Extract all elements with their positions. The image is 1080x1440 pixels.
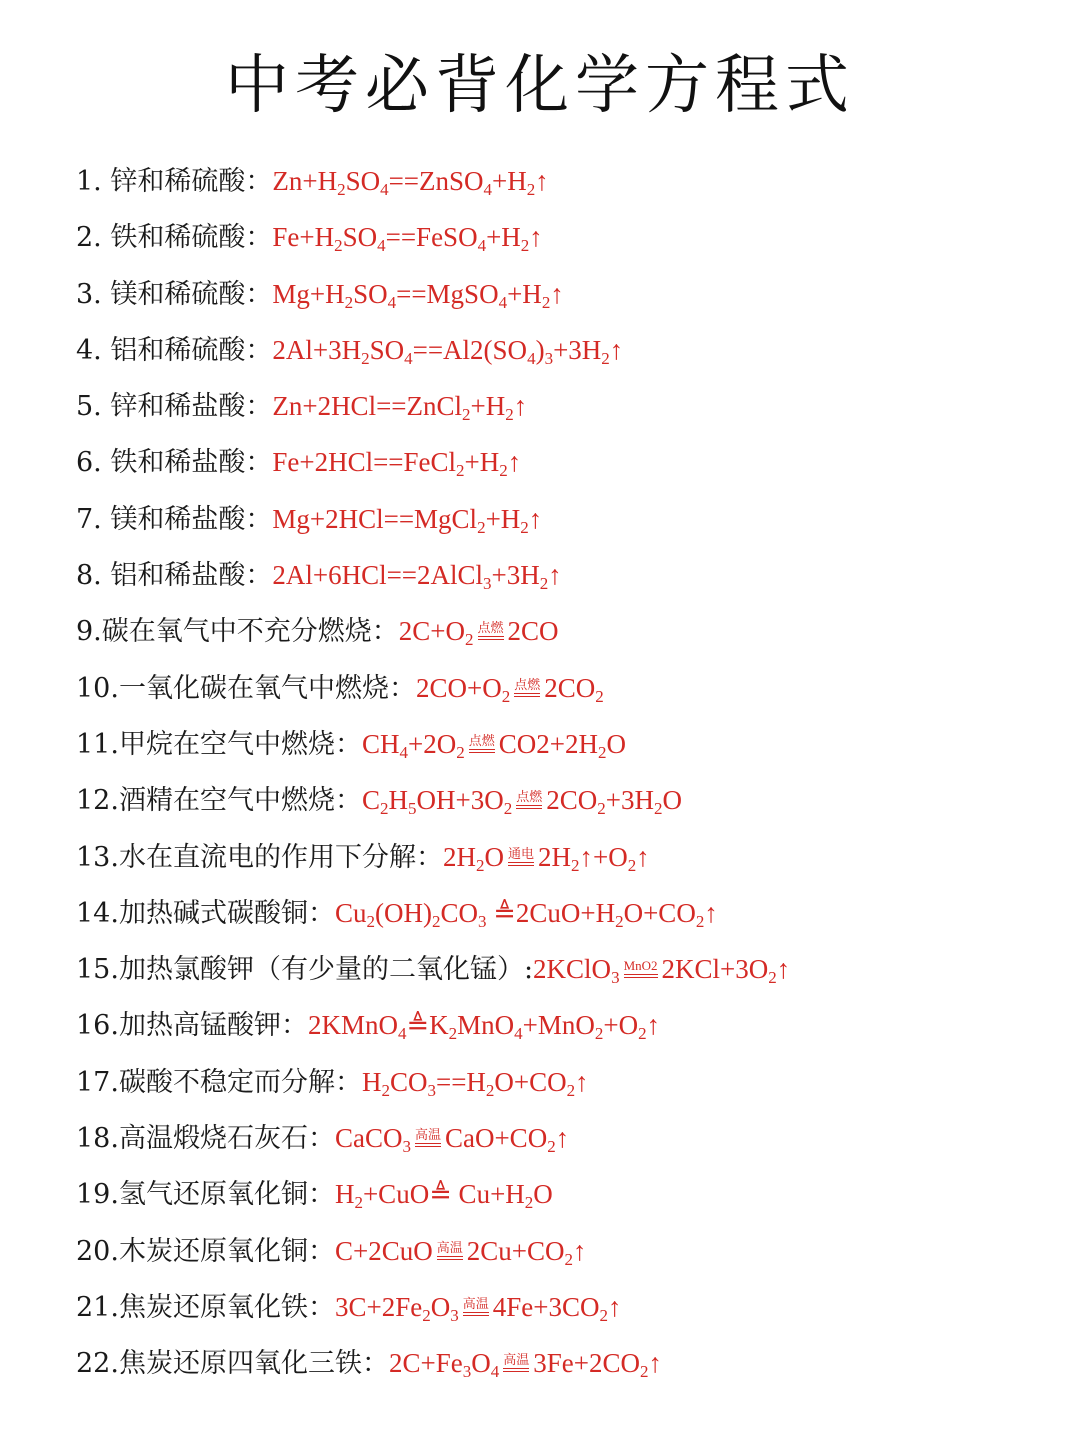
subscript: 2 <box>501 686 511 706</box>
equation-text: CaO+CO <box>444 1123 548 1154</box>
equation-text: H <box>388 785 408 816</box>
equation-text: ↑ <box>609 334 624 365</box>
equation-text: ==Al2(SO <box>412 334 528 365</box>
subscript: 2 <box>524 1193 534 1213</box>
subscript: 4 <box>483 180 493 199</box>
chemical-equation <box>272 391 528 425</box>
subscript: 2 <box>431 911 441 931</box>
equals-sign <box>478 636 504 640</box>
equation-text: ↑ <box>550 278 564 309</box>
chemical-equation <box>388 1348 662 1382</box>
equation-text: 2CO <box>544 672 596 703</box>
equation-text: ↑ <box>607 1291 622 1322</box>
equation-text: O <box>430 1291 451 1322</box>
subscript: 4 <box>514 1024 523 1044</box>
subscript: 4 <box>397 1024 407 1044</box>
equation-text: ↑ <box>535 166 549 196</box>
equation-text: ↑ <box>528 503 543 534</box>
item-label: 12.酒精在空气中燃烧： <box>76 785 362 817</box>
equation-text: Fe+H <box>272 222 335 253</box>
equals-sign <box>415 1143 441 1147</box>
list-item <box>76 1226 1056 1282</box>
chemical-equation <box>442 841 650 875</box>
equation-text: +MnO <box>522 1010 595 1041</box>
condition-label: 点燃 <box>477 620 504 636</box>
reaction-condition <box>476 621 506 640</box>
equation-text: 2CO <box>546 785 598 816</box>
reaction-condition <box>435 1241 465 1260</box>
chemical-equation <box>272 560 562 594</box>
chemical-equation <box>398 616 559 650</box>
equation-text: O+CO <box>494 1066 567 1097</box>
subscript: 2 <box>601 348 610 368</box>
subscript: 2 <box>520 236 530 256</box>
list-item <box>76 1057 1056 1113</box>
subscript: 2 <box>337 180 346 199</box>
equation-text: ==ZnSO <box>388 166 484 196</box>
equation-text: 2H <box>537 841 571 872</box>
list-item <box>76 381 1056 437</box>
list-item <box>76 888 1056 944</box>
equation-text: H <box>334 1179 355 1210</box>
equals-sign <box>624 974 658 978</box>
equation-text: SO <box>353 278 388 309</box>
condition-label: 高温 <box>503 1352 530 1368</box>
equation-text: +H <box>486 222 521 253</box>
reaction-condition <box>512 678 542 697</box>
chemical-equation <box>415 672 604 706</box>
subscript: 2 <box>499 461 508 481</box>
equation-text: ↑ <box>513 391 528 422</box>
item-label: 19.氢气还原氧化铜： <box>76 1179 335 1211</box>
equation-text: O+CO <box>623 897 696 928</box>
item-label: 14.加热碱式碳酸铜： <box>76 897 335 929</box>
subscript: 2 <box>422 1305 431 1325</box>
item-label: 13.水在直流电的作用下分解： <box>76 841 443 873</box>
equation-text: C+2CuO <box>334 1235 433 1266</box>
equation-text: CH <box>361 728 400 759</box>
list-item <box>76 437 1056 493</box>
reaction-condition <box>467 734 497 753</box>
equation-text: 2CO <box>507 616 559 647</box>
equation-text: +H <box>507 278 542 309</box>
item-label: 20.木炭还原氧化铜： <box>76 1235 335 1267</box>
equation-text: +2O <box>407 728 457 759</box>
subscript: 2 <box>695 911 705 931</box>
subscript: 4 <box>490 1362 500 1382</box>
item-label: 8. 铝和稀盐酸： <box>76 560 273 592</box>
subscript: 4 <box>477 236 487 256</box>
equation-text: MnO <box>457 1010 515 1041</box>
equation-text: O <box>533 1179 553 1210</box>
equation-text: ↑ <box>704 897 718 928</box>
equation-text: ↑ <box>507 447 522 478</box>
list-item <box>76 156 1056 212</box>
equation-text: O <box>606 728 626 759</box>
equation-text: 2C+Fe <box>388 1348 463 1379</box>
list-item <box>76 550 1056 606</box>
subscript: 3 <box>544 348 554 368</box>
subscript: 4 <box>498 292 508 312</box>
chemical-equation <box>334 1123 570 1157</box>
chemical-equation <box>307 1010 661 1044</box>
chemical-equation <box>361 728 626 762</box>
subscript: 3 <box>402 1137 411 1157</box>
subscript: 3 <box>483 574 492 594</box>
reaction-condition <box>622 959 660 978</box>
subscript: 2 <box>477 517 486 537</box>
item-label: 1. 锌和稀硫酸： <box>76 166 273 197</box>
item-label: 17.碳酸不稳定而分解： <box>76 1066 362 1098</box>
equation-text: 2CO+O <box>415 672 502 703</box>
subscript: 3 <box>450 1305 459 1325</box>
item-label: 7. 镁和稀盐酸： <box>76 503 273 535</box>
subscript: 2 <box>456 461 465 481</box>
subscript: 4 <box>399 742 408 762</box>
equals-sign <box>508 862 534 866</box>
condition-label: 点燃 <box>514 676 541 692</box>
equation-text: Fe+2HCl==FeCl <box>272 447 457 478</box>
equation-text: (OH) <box>374 897 432 928</box>
list-item <box>76 1338 1056 1394</box>
equation-text: ↑ <box>776 954 791 985</box>
subscript: 2 <box>503 799 513 819</box>
condition-label: 高温 <box>414 1127 441 1143</box>
chemical-equation <box>361 785 682 819</box>
item-label: 4. 铝和稀硫酸： <box>76 334 273 366</box>
subscript: 2 <box>564 1249 573 1269</box>
subscript: 4 <box>387 292 397 312</box>
equation-text: O <box>662 785 682 816</box>
subscript: 2 <box>462 405 471 425</box>
chemical-equation <box>272 334 624 368</box>
subscript: 2 <box>594 1024 604 1044</box>
subscript: 2 <box>639 1362 649 1382</box>
subscript: 2 <box>505 405 514 425</box>
equation-text: CaCO <box>334 1123 403 1154</box>
equation-text: 2KMnO <box>307 1010 398 1041</box>
item-label: 2. 铁和稀硫酸： <box>76 222 273 254</box>
chemical-equation <box>272 278 564 312</box>
equation-text: Cu <box>334 897 367 928</box>
chemical-equation <box>533 954 791 988</box>
item-label: 16.加热高锰酸钾： <box>76 1010 308 1042</box>
equation-text: Mg+H <box>272 278 345 309</box>
equation-text: ↑ <box>529 222 543 253</box>
equation-text: 2H <box>442 841 476 872</box>
subscript: 2 <box>595 686 604 706</box>
chemical-equation <box>334 1179 553 1213</box>
equation-text: 2Cu+CO <box>466 1235 565 1266</box>
equation-text: ↑ <box>575 1066 589 1097</box>
reaction-condition <box>461 1297 491 1316</box>
list-item <box>76 269 1056 325</box>
reaction-condition <box>501 1353 531 1372</box>
equation-text: H <box>361 1066 382 1097</box>
subscript: 2 <box>539 574 549 594</box>
equation-text: +CuO≜ Cu+H <box>362 1179 525 1210</box>
equation-text: +H <box>492 166 527 196</box>
equals-sign <box>514 693 540 697</box>
subscript: 2 <box>627 855 637 875</box>
equation-text: +H <box>485 503 521 534</box>
chemical-equation <box>361 1066 589 1100</box>
equation-text: ==FeSO <box>385 222 478 253</box>
equation-text: 2KClO <box>533 954 612 985</box>
reaction-condition <box>514 790 544 809</box>
item-label: 5. 锌和稀盐酸： <box>76 391 273 423</box>
equals-sign <box>463 1312 489 1316</box>
subscript: 3 <box>427 1080 436 1100</box>
item-label: 15.加热氯酸钾（有少量的二氧化锰）: <box>76 954 534 986</box>
subscript: 4 <box>527 348 536 368</box>
item-label: 3. 镁和稀硫酸： <box>76 278 273 310</box>
condition-label: MnO2 <box>623 958 658 974</box>
equation-text: Zn+H <box>272 166 338 196</box>
equation-text: ) <box>535 334 545 365</box>
equation-text: ↑ <box>572 1235 587 1266</box>
subscript: 2 <box>448 1024 458 1044</box>
list-item <box>76 775 1056 831</box>
equation-text: ≜K <box>406 1010 449 1041</box>
subscript: 2 <box>597 799 606 819</box>
chemical-equation <box>272 222 543 256</box>
equation-text: ==H <box>435 1066 486 1097</box>
chemical-equation <box>272 166 549 199</box>
equation-text: +3H <box>553 334 602 365</box>
equation-text: 2Al+3H <box>272 334 362 365</box>
equation-text: ≜2CuO+H <box>486 897 616 928</box>
subscript: 2 <box>599 1305 608 1325</box>
equation-text: Zn+2HCl==ZnCl <box>272 391 463 422</box>
condition-label: 通电 <box>507 845 534 861</box>
subscript: 2 <box>344 292 354 312</box>
condition-label: 高温 <box>462 1295 489 1311</box>
equation-text: 3Fe+2CO <box>533 1348 640 1379</box>
subscript: 2 <box>334 236 343 256</box>
equation-text: +H <box>470 391 506 422</box>
equals-sign <box>503 1368 529 1372</box>
subscript: 2 <box>361 348 370 368</box>
list-item <box>76 832 1056 888</box>
subscript: 4 <box>377 236 386 256</box>
chemical-equation <box>334 1235 587 1269</box>
subscript: 2 <box>456 742 465 762</box>
chemical-equation <box>272 503 543 537</box>
subscript: 2 <box>566 1080 576 1100</box>
equals-sign <box>516 805 542 809</box>
equation-text: 2KCl+3O <box>661 954 769 985</box>
list-item <box>76 944 1056 1000</box>
list-item <box>76 663 1056 719</box>
subscript: 2 <box>653 799 663 819</box>
list-item <box>76 1000 1056 1056</box>
list-item <box>76 494 1056 550</box>
subscript: 2 <box>541 292 551 312</box>
subscript: 2 <box>354 1193 363 1213</box>
subscript: 2 <box>638 1024 647 1044</box>
equation-text: OH+3O <box>416 785 504 816</box>
list-item <box>76 606 1056 662</box>
equation-text: SO <box>342 222 378 253</box>
equation-text: CO2+2H <box>498 728 598 759</box>
list-item <box>76 1169 1056 1225</box>
equals-sign <box>469 749 495 753</box>
equation-text: CO <box>440 897 478 928</box>
equation-text: +3H <box>491 560 540 591</box>
subscript: 2 <box>520 517 529 537</box>
subscript: 2 <box>475 855 485 875</box>
item-label: 18.高温煅烧石灰石： <box>76 1123 335 1155</box>
list-item <box>76 1113 1056 1169</box>
subscript: 3 <box>462 1362 472 1382</box>
chemical-equation <box>334 897 718 931</box>
list-item <box>76 719 1056 775</box>
subscript: 2 <box>526 180 536 199</box>
equation-text: +3H <box>605 785 654 816</box>
equation-text: Mg+2HCl==MgCl <box>272 503 478 534</box>
equation-text: 4Fe+3CO <box>492 1291 600 1322</box>
item-label: 22.焦炭还原四氧化三铁： <box>76 1348 389 1380</box>
equation-text: SO <box>369 334 405 365</box>
item-label: 6. 铁和稀盐酸： <box>76 447 273 479</box>
equation-text: ↑ <box>636 841 650 872</box>
subscript: 2 <box>465 630 474 650</box>
list-item <box>76 1282 1056 1338</box>
chemical-equation <box>272 447 522 481</box>
equation-text: ↑ <box>648 1348 662 1379</box>
equation-text: 2C+O <box>398 616 465 647</box>
subscript: 2 <box>768 968 777 988</box>
equation-text: ↑ <box>548 560 562 591</box>
condition-label: 点燃 <box>468 732 495 748</box>
item-label: 9.碳在氧气中不充分燃烧： <box>76 616 399 648</box>
condition-label: 点燃 <box>516 789 543 805</box>
equation-text: ==MgSO <box>396 278 499 309</box>
equals-sign <box>437 1256 463 1260</box>
page-title: 中考必背化学方程式 <box>225 49 855 123</box>
chemical-equation <box>334 1291 622 1325</box>
subscript: 2 <box>485 1080 495 1100</box>
item-label: 11.甲烷在空气中燃烧： <box>76 728 362 760</box>
subscript: 2 <box>570 855 580 875</box>
subscript: 3 <box>611 968 620 988</box>
condition-label: 高温 <box>436 1239 463 1255</box>
equation-text: C <box>361 785 380 816</box>
equation-text: 3C+2Fe <box>334 1291 423 1322</box>
subscript: 2 <box>366 911 375 931</box>
reaction-condition <box>506 847 536 866</box>
list-item <box>76 325 1056 381</box>
subscript: 2 <box>379 799 389 819</box>
equation-text: ↑+O <box>579 841 628 872</box>
subscript: 4 <box>380 180 389 199</box>
equation-text: 2Al+6HCl==2AlCl <box>272 560 484 591</box>
equation-text: O <box>484 841 504 872</box>
subscript: 2 <box>547 1137 556 1157</box>
subscript: 2 <box>615 911 624 931</box>
reaction-condition <box>413 1128 443 1147</box>
item-label: 21.焦炭还原氧化铁： <box>76 1291 335 1323</box>
subscript: 3 <box>477 911 487 931</box>
subscript: 4 <box>404 348 413 368</box>
equation-text: ↑ <box>555 1123 570 1154</box>
equation-text: +H <box>464 447 500 478</box>
equation-text: O <box>471 1348 491 1379</box>
equation-text: CO <box>389 1066 428 1097</box>
equation-text: SO <box>345 166 381 196</box>
subscript: 2 <box>597 742 607 762</box>
list-item <box>76 212 1056 268</box>
equation-list <box>76 156 1056 1395</box>
item-label: 10.一氧化碳在氧气中燃烧： <box>76 672 416 704</box>
subscript: 5 <box>407 799 417 819</box>
subscript: 2 <box>381 1080 390 1100</box>
equation-text: ↑ <box>646 1010 661 1041</box>
equation-text: +O <box>603 1010 639 1041</box>
